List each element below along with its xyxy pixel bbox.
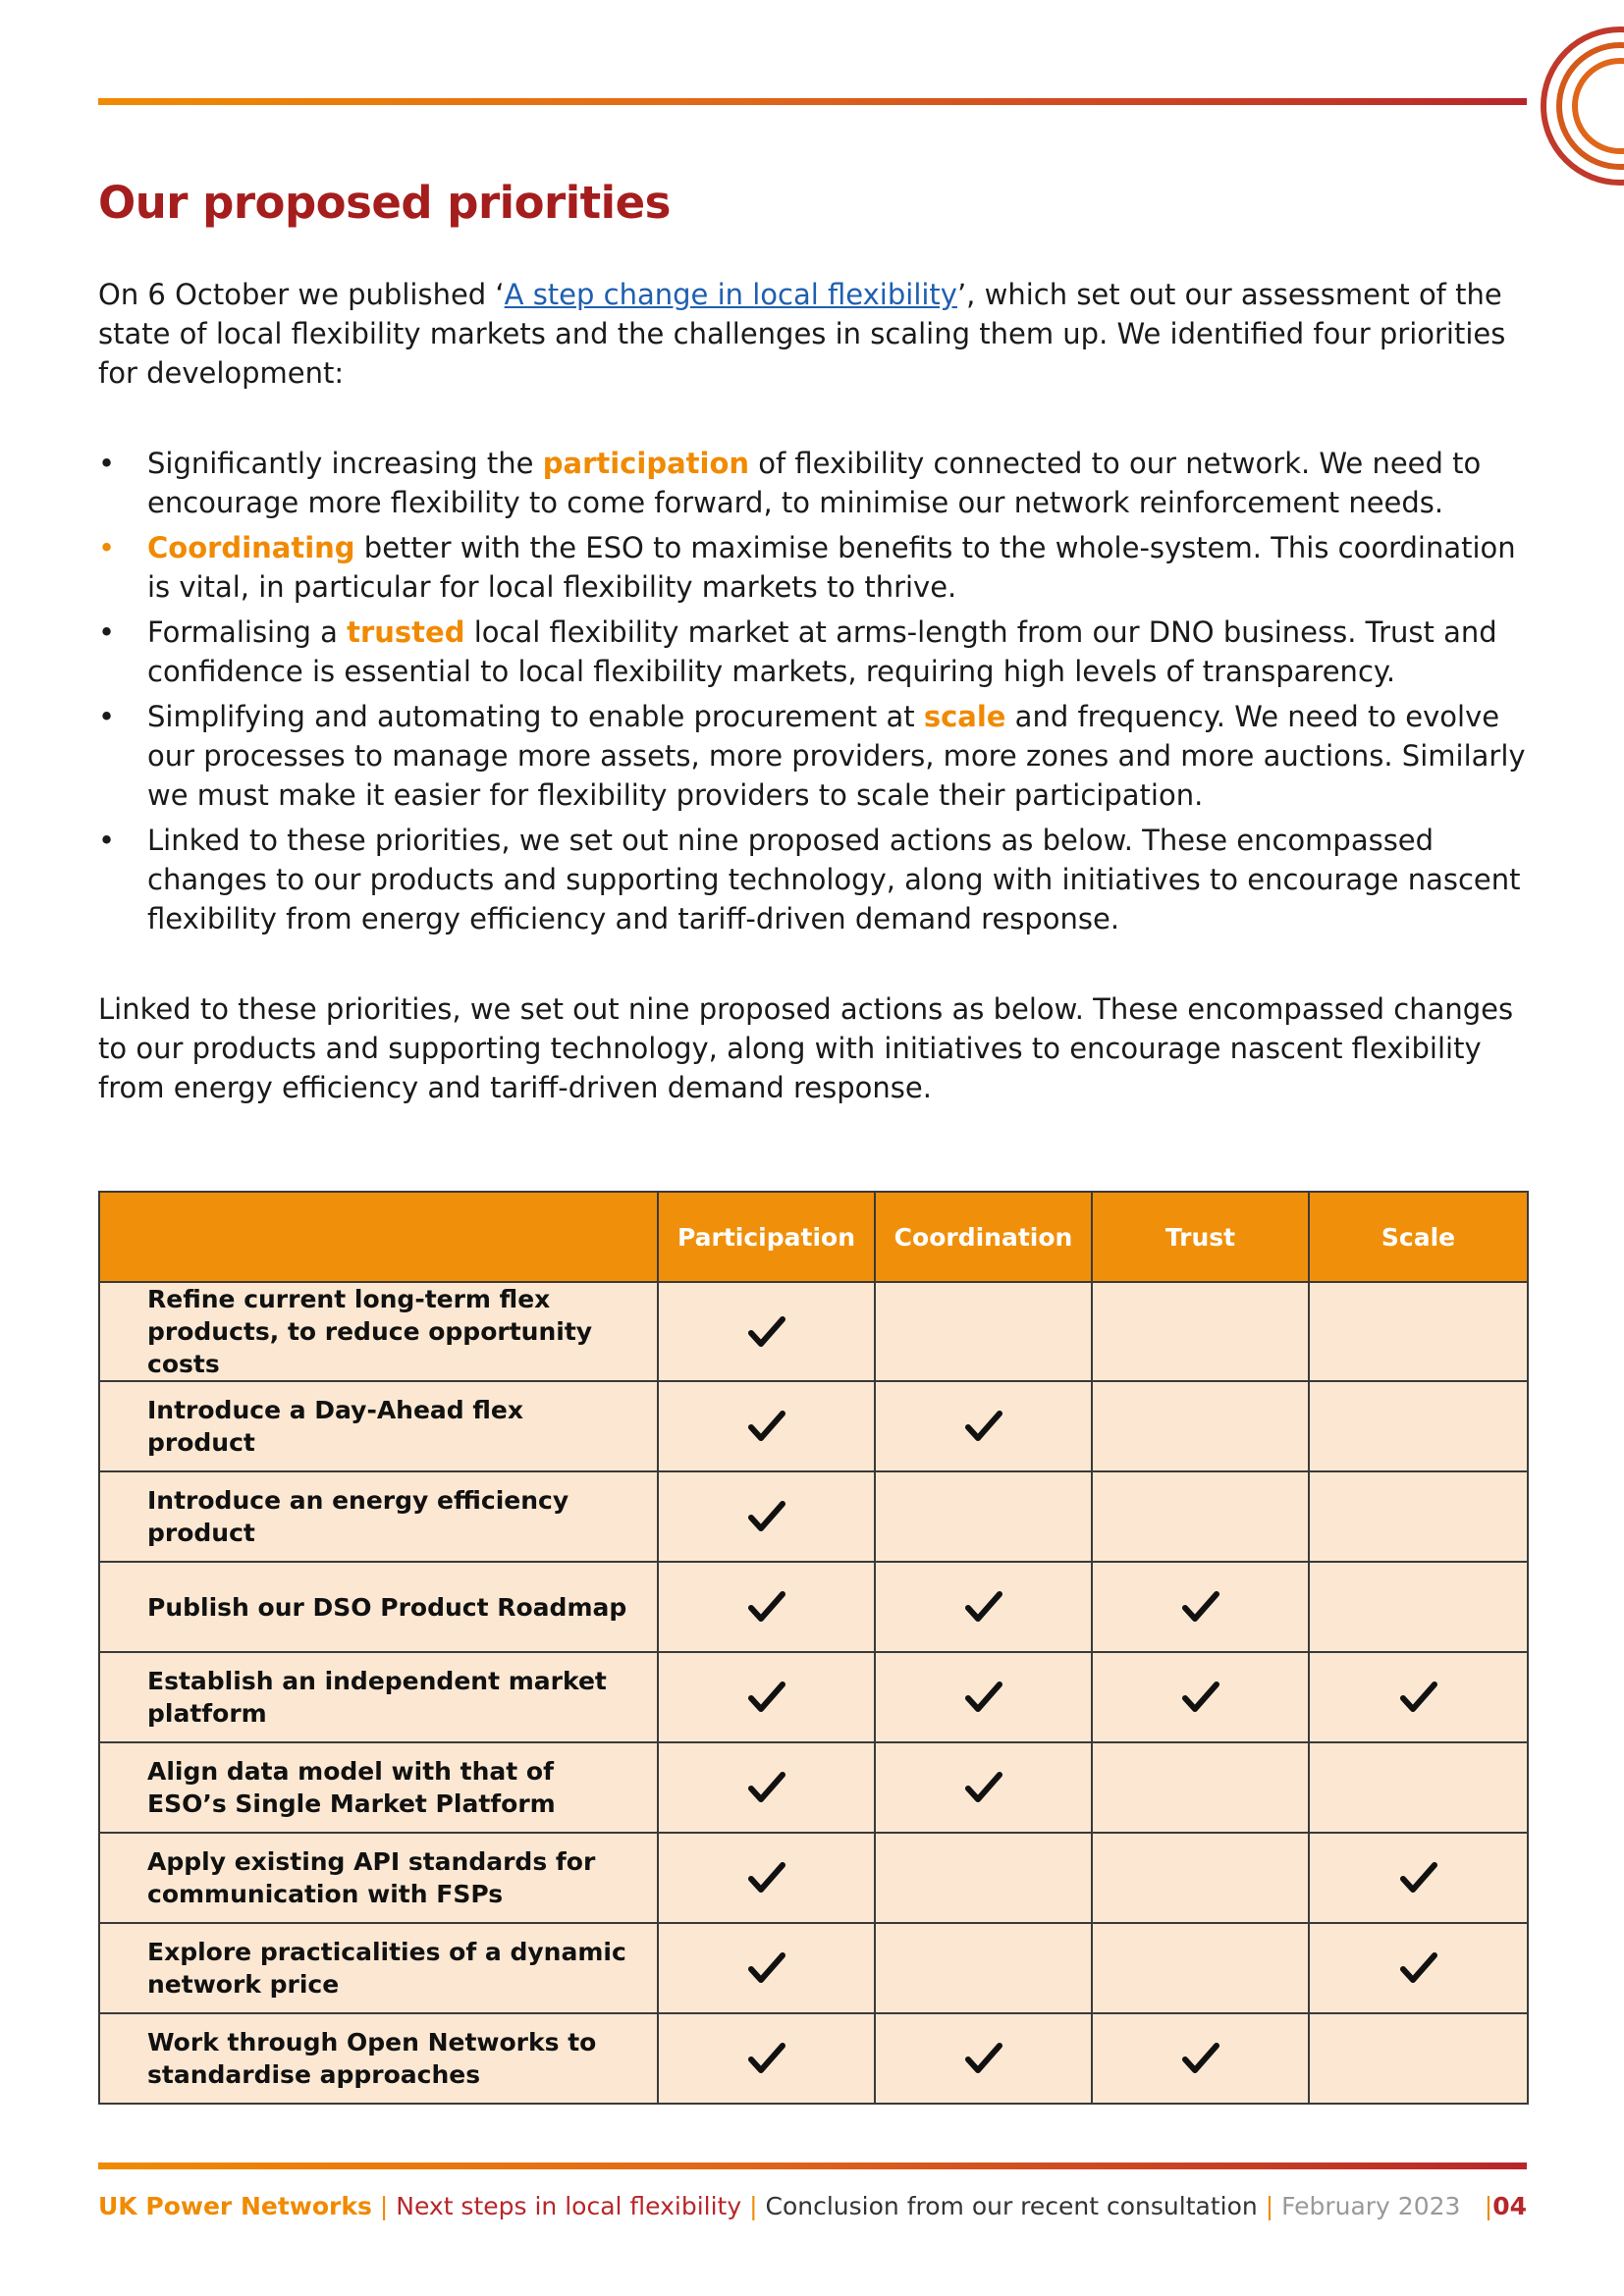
item-highlight: trusted [347, 615, 465, 649]
brand-ring-logo [1522, 18, 1624, 194]
priority-cell-participation [658, 1923, 875, 2013]
page-title: Our proposed priorities [98, 177, 671, 229]
table-row [99, 1471, 1528, 1562]
priority-cell-coordination [875, 2013, 1092, 2104]
list-item [98, 528, 1532, 607]
column-header: Coordination [875, 1192, 1092, 1282]
checkmark-icon [1311, 1951, 1526, 1985]
bullet-icon: • [98, 700, 116, 733]
priority-cell-scale [1309, 1742, 1528, 1833]
column-header: Participation [658, 1192, 875, 1282]
priority-cell-participation [658, 1652, 875, 1742]
checkmark-icon [660, 1771, 873, 1804]
checkmark-icon [877, 1590, 1090, 1624]
checkmark-icon [660, 1410, 873, 1443]
list-item [98, 697, 1532, 815]
action-label: Explore practicalities of a dynamic network price [99, 1923, 658, 2013]
closing-paragraph: Linked to these priorities, we set out nine proposed actions as below. These encompassed changes to our products and supporting technology, along with initiatives to encourage nascent flexibility from energy efficiency and tariff-driven demand response. [98, 992, 1514, 1104]
action-label: Publish our DSO Product Roadmap [99, 1562, 658, 1652]
priority-cell-scale [1309, 1471, 1528, 1562]
priority-cell-trust [1092, 1381, 1309, 1471]
priority-cell-participation [658, 1471, 875, 1562]
footer-separator: | [1484, 2192, 1493, 2220]
priority-cell-trust [1092, 1282, 1309, 1381]
header-blank-cell [99, 1192, 658, 1282]
priority-cell-trust [1092, 1742, 1309, 1833]
action-label: Work through Open Networks to standardise approaches [99, 2013, 658, 2104]
list-item [98, 444, 1532, 522]
action-label: Apply existing API standards for communication with FSPs [99, 1833, 658, 1923]
priority-cell-trust [1092, 1471, 1309, 1562]
intro-paragraph [98, 275, 1522, 393]
priority-cell-trust [1092, 1652, 1309, 1742]
priority-cell-coordination [875, 1471, 1092, 1562]
action-label: Establish an independent market platform [99, 1652, 658, 1742]
page-number-value: 04 [1492, 2192, 1527, 2220]
page-number [1485, 2191, 1527, 2222]
checkmark-icon [877, 2042, 1090, 2075]
footer-separator: | [1265, 2192, 1274, 2220]
checkmark-icon [660, 2042, 873, 2075]
priority-cell-participation [658, 2013, 875, 2104]
action-label: Introduce an energy efficiency product [99, 1471, 658, 1562]
priority-cell-coordination [875, 1652, 1092, 1742]
footer-brand: UK Power Networks [98, 2192, 372, 2220]
priority-cell-scale [1309, 1652, 1528, 1742]
checkmark-icon [1094, 1681, 1307, 1714]
footer-separator: | [379, 2192, 389, 2220]
checkmark-icon [877, 1410, 1090, 1443]
column-header: Trust [1092, 1192, 1309, 1282]
checkmark-icon [660, 1861, 873, 1895]
bullet-icon: • [98, 531, 116, 564]
checkmark-icon [660, 1500, 873, 1533]
header-rule [98, 98, 1527, 105]
priority-cell-coordination [875, 1282, 1092, 1381]
footer [98, 2191, 1527, 2222]
item-text: and frequency. We need to evolve our processes to manage more assets, more providers, more zones and more auctions. Similarly we must make it easier for flexibility providers to scale their participation. [147, 700, 1526, 812]
priority-cell-trust [1092, 2013, 1309, 2104]
bullet-icon: • [98, 824, 116, 857]
item-text: Simplifying and automating to enable procurement at [147, 700, 924, 733]
checkmark-icon [660, 1951, 873, 1985]
checkmark-icon [1311, 1681, 1526, 1714]
checkmark-icon [660, 1681, 873, 1714]
table-row [99, 1282, 1528, 1381]
priority-cell-participation [658, 1742, 875, 1833]
table-row [99, 2013, 1528, 2104]
table-row [99, 1833, 1528, 1923]
table-header-row [99, 1192, 1528, 1282]
bullet-icon: • [98, 447, 116, 480]
action-label: Align data model with that of ESO’s Single Market Platform [99, 1742, 658, 1833]
item-highlight: participation [542, 447, 750, 480]
priority-cell-scale [1309, 1562, 1528, 1652]
footer-subtitle: Conclusion from our recent consultation [765, 2192, 1258, 2220]
item-highlight: Coordinating [147, 531, 355, 564]
footer-rule [98, 2163, 1527, 2169]
item-highlight: scale [923, 700, 1006, 733]
priority-cell-scale [1309, 1282, 1528, 1381]
footer-document-title: Next steps in local flexibility [396, 2192, 742, 2220]
footer-date: February 2023 [1281, 2192, 1461, 2220]
table-row [99, 1742, 1528, 1833]
priority-cell-coordination [875, 1923, 1092, 2013]
priority-cell-trust [1092, 1562, 1309, 1652]
checkmark-icon [660, 1315, 873, 1349]
table-row [99, 1381, 1528, 1471]
priority-cell-coordination [875, 1742, 1092, 1833]
item-text: of flexibility connected to our network. We need to encourage more flexibility to come forward, to minimise our network reinforcement needs. [147, 447, 1482, 519]
priority-cell-coordination [875, 1381, 1092, 1471]
item-text: Significantly increasing the [147, 447, 543, 480]
priority-cell-coordination [875, 1833, 1092, 1923]
priority-cell-scale [1309, 1381, 1528, 1471]
intro-text-start: On 6 October we published ‘ [98, 278, 505, 311]
priority-cell-scale [1309, 2013, 1528, 2104]
priority-cell-participation [658, 1282, 875, 1381]
checkmark-icon [1094, 2042, 1307, 2075]
table-row [99, 1652, 1528, 1742]
list-item [98, 613, 1532, 691]
checkmark-icon [1311, 1861, 1526, 1895]
priority-cell-scale [1309, 1833, 1528, 1923]
table-row [99, 1562, 1528, 1652]
action-label: Refine current long-term flex products, to reduce opportunity costs [99, 1282, 658, 1381]
bullet-icon: • [98, 615, 116, 649]
checkmark-icon [877, 1681, 1090, 1714]
checkmark-icon [1094, 1590, 1307, 1624]
checkmark-icon [877, 1771, 1090, 1804]
list-item [98, 821, 1532, 938]
priorities-list [98, 444, 1532, 944]
report-link[interactable]: A step change in local flexibility [504, 278, 957, 311]
actions-priorities-table [98, 1191, 1529, 2105]
table-body [99, 1282, 1528, 2104]
intro-text-end: ’, which set out our assessment of the state of local flexibility markets and the challenges in scaling them up. We identified four priorities for development: [98, 278, 1506, 390]
priority-cell-scale [1309, 1923, 1528, 2013]
item-text: local flexibility market at arms-length from our DNO business. Trust and confidence is essential to local flexibility markets, requiring high levels of transparency. [147, 615, 1497, 688]
item-text: Linked to these priorities, we set out nine proposed actions as below. These encompassed changes to our products and supporting technology, along with initiatives to encourage nascent flexibility from energy efficiency and tariff-driven demand response. [147, 824, 1521, 935]
footer-separator: | [749, 2192, 758, 2220]
priority-cell-participation [658, 1381, 875, 1471]
column-header: Scale [1309, 1192, 1528, 1282]
priority-cell-coordination [875, 1562, 1092, 1652]
priority-cell-trust [1092, 1923, 1309, 2013]
item-text: Formalising a [147, 615, 348, 649]
item-text: better with the ESO to maximise benefits to the whole-system. This coordination is vital, in particular for local flexibility markets to thrive. [147, 531, 1516, 604]
checkmark-icon [660, 1590, 873, 1624]
priority-cell-trust [1092, 1833, 1309, 1923]
table-row [99, 1923, 1528, 2013]
priority-cell-participation [658, 1562, 875, 1652]
priority-cell-participation [658, 1833, 875, 1923]
action-label: Introduce a Day-Ahead flex product [99, 1381, 658, 1471]
